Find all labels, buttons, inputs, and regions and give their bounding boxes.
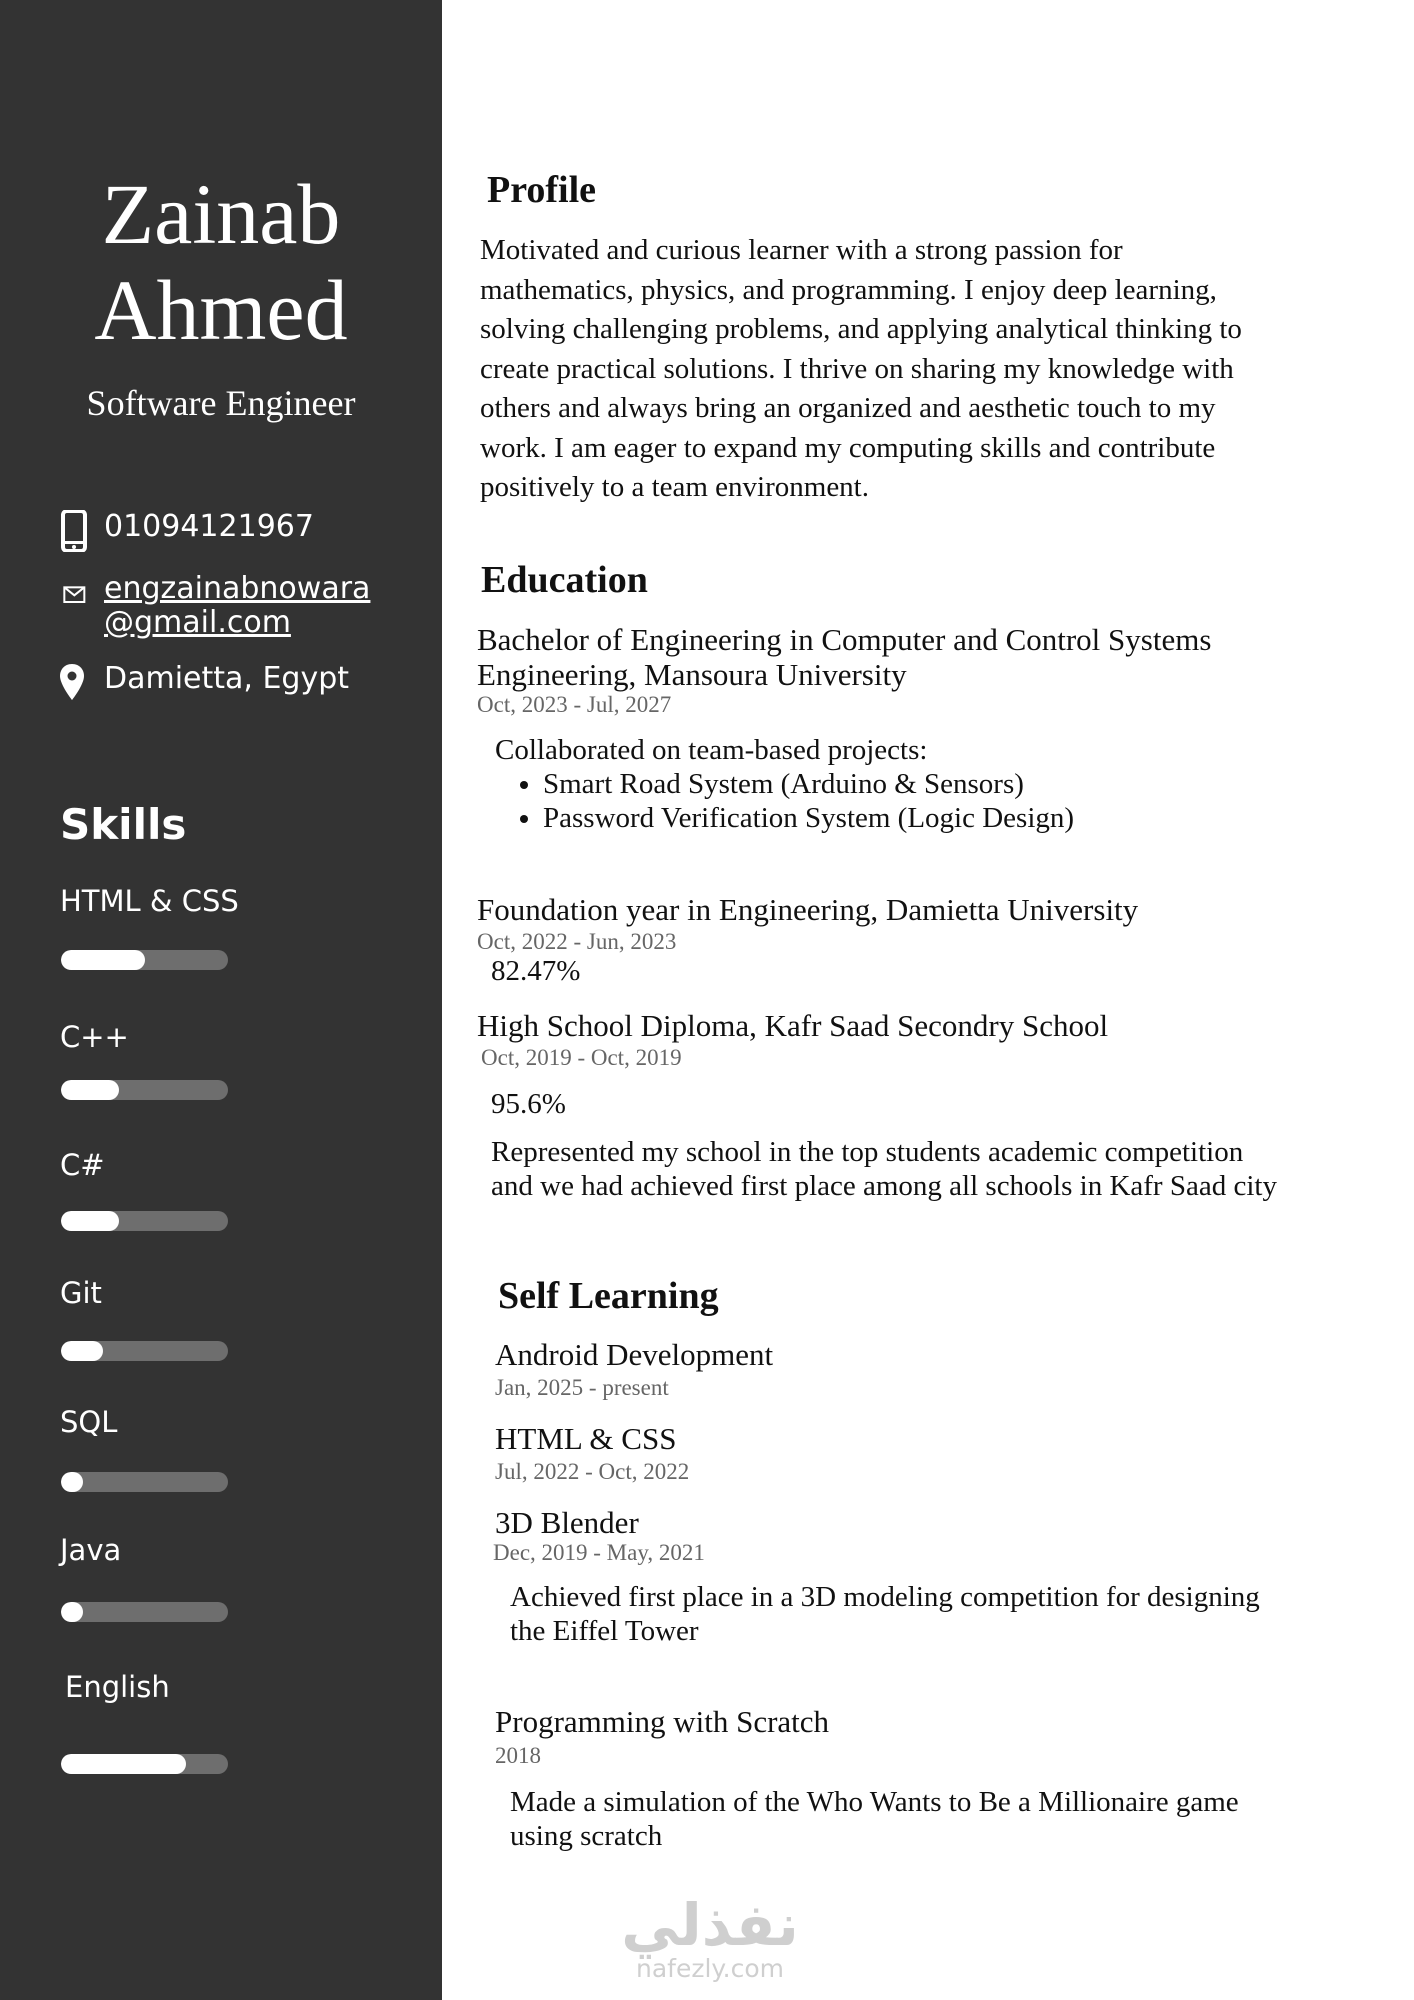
skill-fill-cpp (61, 1080, 119, 1100)
list-item: • Password Verification System (Logic Design) (543, 801, 1074, 835)
education-heading: Education (481, 559, 648, 601)
self-learning-note-blender (510, 1580, 1260, 1648)
skill-bar-english (61, 1754, 228, 1774)
skill-label-java: Java (60, 1533, 122, 1567)
bachelor-title-line: Bachelor of Engineering in Computer and Control Systems (477, 622, 1212, 657)
skill-fill-git (61, 1341, 103, 1361)
skill-bar-csharp (61, 1211, 228, 1231)
skill-bar-sql (61, 1472, 228, 1492)
skill-fill-csharp (61, 1211, 119, 1231)
list-item: • Smart Road System (Arduino & Sensors) (543, 767, 1074, 801)
phone-number: 01094121967 (104, 509, 314, 544)
contact-location (58, 662, 349, 704)
self-learning-date-scratch: 2018 (495, 1743, 541, 1768)
self-learning-date-android: Jan, 2025 - present (495, 1375, 669, 1400)
skill-label-html-css: HTML & CSS (60, 884, 239, 918)
self-learning-note-line: Made a simulation of the Who Wants to Be a Millionaire game (510, 1786, 1239, 1818)
profile-line: work. I am eager to expand my computing skills and contribute (480, 431, 1216, 464)
self-learning-date-blender: Dec, 2019 - May, 2021 (493, 1540, 705, 1565)
bachelor-projects-intro: Collaborated on team-based projects: (495, 734, 928, 766)
profile-line: solving challenging problems, and applying analytical thinking to (480, 313, 1242, 345)
highschool-note-line: Represented my school in the top students academic competition (491, 1136, 1244, 1168)
self-learning-title-blender: 3D Blender (495, 1505, 639, 1540)
job-title: Software Engineer (86, 383, 356, 423)
profile-line: positively to a team environment. (480, 471, 869, 503)
email-line-2[interactable]: @gmail.com (104, 605, 291, 640)
skill-fill-sql (61, 1472, 83, 1492)
skill-fill-java (61, 1602, 83, 1622)
profile-line: others and always bring an organized and aesthetic touch to my (480, 392, 1216, 424)
self-learning-date-html: Jul, 2022 - Oct, 2022 (495, 1459, 690, 1484)
self-learning-note-scratch (510, 1785, 1239, 1853)
highschool-note-line: and we had achieved first place among all schools in Kafr Saad city (491, 1170, 1277, 1202)
self-learning-note-line: using scratch (510, 1820, 663, 1852)
self-learning-title-scratch: Programming with Scratch (495, 1704, 830, 1739)
highschool-title: High School Diploma, Kafr Saad Secondry School (477, 1008, 1109, 1043)
skill-bar-html-css (61, 950, 228, 970)
skill-label-sql: SQL (60, 1405, 118, 1439)
email-line-1[interactable]: engzainabnowara (104, 571, 371, 606)
skill-label-csharp: C# (60, 1148, 105, 1182)
self-learning-title-android: Android Development (495, 1337, 774, 1372)
bachelor-title (477, 622, 1211, 692)
contact-phone (58, 510, 314, 552)
skill-fill-english (61, 1754, 186, 1774)
main-content (442, 0, 1414, 2000)
highschool-grade: 95.6% (491, 1088, 566, 1120)
self-learning-note-line: Achieved first place in a 3D modeling competition for designing (510, 1581, 1260, 1613)
location-text: Damietta, Egypt (104, 661, 350, 696)
bachelor-date: Oct, 2023 - Jul, 2027 (477, 692, 672, 717)
location-icon (58, 662, 92, 704)
phone-icon (58, 510, 92, 552)
name-last: Ahmed (94, 262, 348, 358)
skill-bar-cpp (61, 1080, 228, 1100)
bachelor-projects-list (495, 767, 1074, 835)
foundation-date: Oct, 2022 - Jun, 2023 (477, 929, 677, 954)
skills-heading: Skills (60, 800, 187, 849)
profile-line: create practical solutions. I thrive on sharing my knowledge with (480, 352, 1234, 385)
highschool-note (491, 1135, 1277, 1203)
watermark-arabic: نفذلي (621, 1891, 799, 1959)
watermark-latin: nafezly.com (636, 1954, 784, 1983)
contact-email[interactable] (58, 572, 370, 640)
foundation-title: Foundation year in Engineering, Damietta University (477, 892, 1139, 927)
skill-label-git: Git (60, 1276, 102, 1310)
sidebar (0, 0, 442, 2000)
bachelor-title-line: Engineering, Mansoura University (477, 657, 907, 692)
skill-label-english: English (65, 1670, 170, 1704)
self-learning-heading: Self Learning (498, 1275, 719, 1317)
self-learning-title-html: HTML & CSS (495, 1421, 677, 1456)
profile-line: mathematics, physics, and programming. I enjoy deep learning, (480, 273, 1217, 306)
highschool-date: Oct, 2019 - Oct, 2019 (481, 1045, 682, 1070)
profile-line: Motivated and curious learner with a strong passion for (480, 234, 1123, 266)
profile-text (480, 231, 1242, 508)
skill-bar-java (61, 1602, 228, 1622)
skill-fill-html-css (61, 950, 145, 970)
watermark (620, 1891, 800, 1983)
name-first: Zainab (101, 166, 341, 262)
self-learning-note-line: the Eiffel Tower (510, 1615, 699, 1647)
email-icon (58, 586, 92, 614)
skill-label-cpp: C++ (60, 1020, 129, 1054)
foundation-grade: 82.47% (491, 955, 581, 987)
profile-heading: Profile (487, 169, 597, 211)
skill-bar-git (61, 1341, 228, 1361)
